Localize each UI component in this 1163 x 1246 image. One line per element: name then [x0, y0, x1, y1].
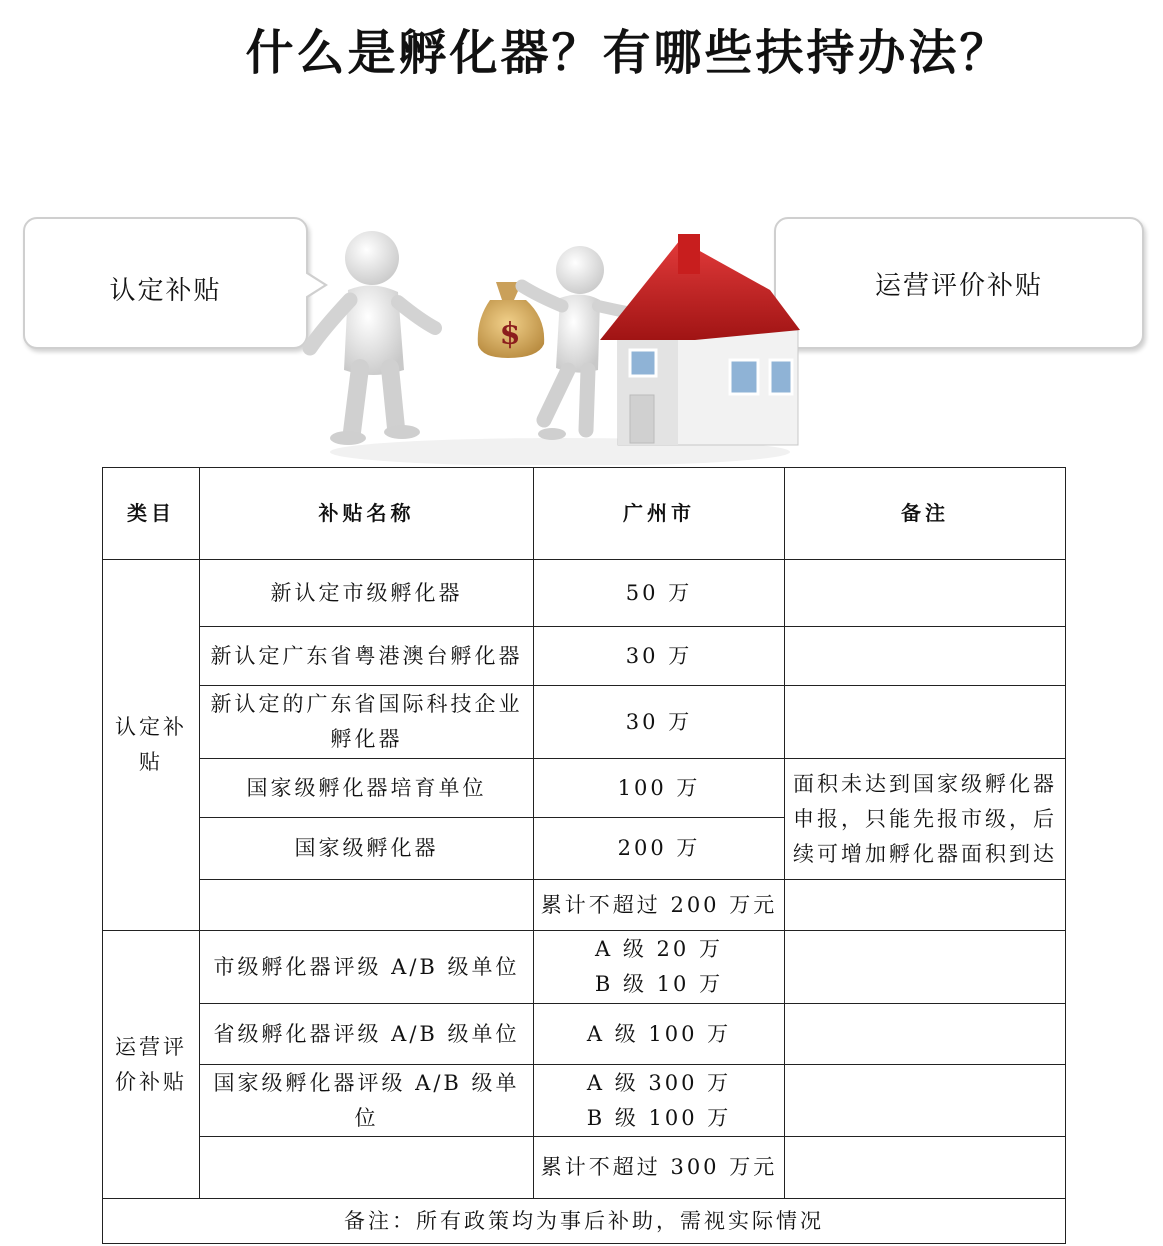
subsidy-name-cell: 省级孵化器评级 A/B 级单位	[200, 1004, 534, 1065]
table-row	[103, 759, 1066, 818]
amount-line: A 级 20 万	[595, 937, 723, 961]
callout-certification-subsidy	[23, 217, 308, 349]
amount-cell	[534, 931, 785, 1004]
remarks-cell	[785, 1065, 1066, 1137]
figure-presenter-icon	[310, 231, 435, 445]
subsidy-table	[102, 467, 1066, 1244]
subsidy-name-cell: 新认定广东省粤港澳台孵化器	[200, 627, 534, 686]
amount-cell: 200 万	[534, 818, 785, 880]
subsidy-name-cell: 市级孵化器评级 A/B 级单位	[200, 931, 534, 1004]
remarks-cell	[785, 880, 1066, 931]
table-row-total	[103, 880, 1066, 931]
amount-line: A 级 300 万	[586, 1070, 732, 1095]
footer-note: 备注：所有政策均为事后补助，需视实际情况	[103, 1199, 1066, 1244]
amount-line: B 级 10 万	[594, 972, 724, 996]
remarks-cell	[785, 1004, 1066, 1065]
remarks-cell	[785, 931, 1066, 1004]
subsidy-name-cell: 新认定的广东省国际科技企业孵化器	[200, 686, 534, 759]
subsidy-name-cell: 国家级孵化器评级 A/B 级单位	[200, 1065, 534, 1137]
subsidy-name-cell: 国家级孵化器	[200, 818, 534, 880]
table-header-row	[103, 468, 1066, 560]
table-row	[103, 931, 1066, 1004]
table-row	[103, 1004, 1066, 1065]
subsidy-name-cell	[200, 1137, 534, 1199]
amount-cell: 30 万	[534, 686, 785, 759]
amount-line: B 级 100 万	[586, 1105, 732, 1130]
subsidy-name-cell: 新认定市级孵化器	[200, 560, 534, 627]
subsidy-name-cell	[200, 880, 534, 931]
table-row	[103, 560, 1066, 627]
remarks-cell	[785, 627, 1066, 686]
remarks-cell	[785, 686, 1066, 759]
subsidy-name-cell: 国家级孵化器培育单位	[200, 759, 534, 818]
category-cell: 认定补贴	[103, 560, 200, 931]
house-icon	[600, 234, 800, 445]
page-title: 什么是孵化器？有哪些扶持办法？	[245, 25, 1011, 81]
callout-operation-subsidy	[774, 217, 1144, 349]
callout-label: 认定补贴	[109, 275, 222, 306]
remarks-note-cell: 面积未达到国家级孵化器申报，只能先报市级，后续可增加孵化器面积到达	[785, 759, 1066, 880]
header-category: 类目	[103, 468, 200, 560]
table-footer-row	[103, 1199, 1066, 1244]
amount-cell: A 级 100 万	[534, 1004, 785, 1065]
amount-cell: 30 万	[534, 627, 785, 686]
amount-cell	[534, 1065, 785, 1137]
callout-label: 运营评价补贴	[874, 270, 1043, 301]
illustration-figures-money-house	[300, 220, 820, 465]
table-row	[103, 1065, 1066, 1137]
table-row-total	[103, 1137, 1066, 1199]
total-cell: 累计不超过 300 万元	[534, 1137, 785, 1199]
table-row	[103, 627, 1066, 686]
amount-cell: 50 万	[534, 560, 785, 627]
header-guangzhou: 广州市	[534, 468, 785, 560]
header-subsidy-name: 补贴名称	[200, 468, 534, 560]
table-row	[103, 686, 1066, 759]
header-remarks: 备注	[785, 468, 1066, 560]
remarks-cell	[785, 560, 1066, 627]
amount-cell: 100 万	[534, 759, 785, 818]
category-cell: 运营评价补贴	[103, 931, 200, 1199]
remarks-cell	[785, 1137, 1066, 1199]
total-cell: 累计不超过 200 万元	[534, 880, 785, 931]
dollar-symbol: $	[499, 317, 521, 352]
